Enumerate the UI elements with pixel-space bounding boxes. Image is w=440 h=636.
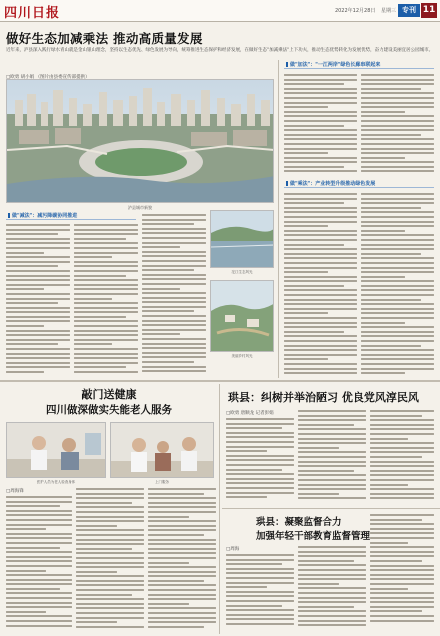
top-headline: 做好生态加减乘法 推动高质量发展 <box>6 31 203 46</box>
feature-right-author: □欧勇 唐顺龙 记者彭娟 <box>226 411 274 416</box>
feature-right-2-text-col-1 <box>226 554 294 632</box>
feature-left-text-col-3 <box>148 488 216 632</box>
feature-left-headline-1: 敲门送健康 <box>81 388 137 401</box>
jianfa-text-col-1 <box>6 224 70 378</box>
issue-info <box>331 7 396 14</box>
issue-date: 2022年12月28日 <box>334 8 376 14</box>
subhead-jiafa: 做"加法"："一江两岸"绿色长廊串联起来 <box>284 61 434 69</box>
feature-right-2-text-col-2 <box>298 546 366 632</box>
page-number: 11 <box>421 3 437 18</box>
column-divider <box>278 60 279 378</box>
elder-checkup-photo <box>6 422 106 478</box>
section-tag: 专刊 <box>398 4 420 17</box>
chengfa-text-col-2 <box>361 193 434 377</box>
feature-left-text-col-2 <box>76 488 144 632</box>
feature-right-text-col-3 <box>370 410 434 504</box>
river-scenery-photo <box>210 210 274 268</box>
masthead <box>0 0 440 22</box>
feature-left-headline-2: 四川做深做实失能老人服务 <box>46 404 172 416</box>
lower-column-divider <box>219 384 220 634</box>
city-photo-caption: 泸县城市新貌 <box>128 205 152 210</box>
jianfa-text-col-3 <box>142 214 206 378</box>
newspaper-logo: 四川日报 <box>4 6 61 21</box>
feature-right-2-text-col-3 <box>370 514 434 632</box>
river-photo-caption: 沱江生态风光 <box>231 270 253 274</box>
village-photo-caption: 美丽乡村风光 <box>231 354 253 358</box>
jiafa-text-col-2 <box>361 74 434 176</box>
home-visit-photo <box>110 422 214 478</box>
feature-right-author-2: □周海 <box>226 547 240 552</box>
subhead-chengfa: 做"乘法"：产业转型升级推动绿色发展 <box>284 180 434 188</box>
section-divider <box>0 380 440 382</box>
feature-right-headline-2b: 加强年轻干部教育监督管理 <box>256 531 371 542</box>
chengfa-text-col-1 <box>284 193 357 377</box>
jianfa-text-col-2 <box>74 224 138 378</box>
city-aerial-photo <box>6 79 274 203</box>
feature-right-headline-2a: 珙县：凝聚监督合力 <box>256 517 342 528</box>
feature-right-text-col-1 <box>226 418 294 504</box>
home-visit-caption: 上门服务 <box>155 480 169 484</box>
village-scenery-photo <box>210 280 274 352</box>
top-lead: 近年来，泸县深入践行绿水青山就是金山银山理念，坚持以生态优先、绿色发展为导向，统筹推进生态保护和经济发展，在做好生态"加减乘法"上下功夫，推动生态优势转化为发展优势，奋力建设美丽宜居公园城市。 <box>6 48 434 53</box>
checkup-photo-caption: 医护人员为老人检查身体 <box>36 480 76 484</box>
right-story-divider <box>222 508 440 509</box>
issue-weekday: 星期三 <box>380 8 396 14</box>
feature-right-headline: 珙县：纠树并举治陋习 优良党风淳民风 <box>228 391 419 404</box>
jiafa-text-col-1 <box>284 74 357 176</box>
subhead-jianfa: 做"减法"：减污降碳协同推进 <box>6 212 136 220</box>
feature-right-text-col-2 <box>298 410 366 504</box>
feature-left-text-col-1 <box>6 496 72 632</box>
feature-left-author: □周海锋 <box>6 489 24 494</box>
top-byline: □欧勇 胡小娟 （图片由县委宣传部提供） <box>6 75 90 80</box>
